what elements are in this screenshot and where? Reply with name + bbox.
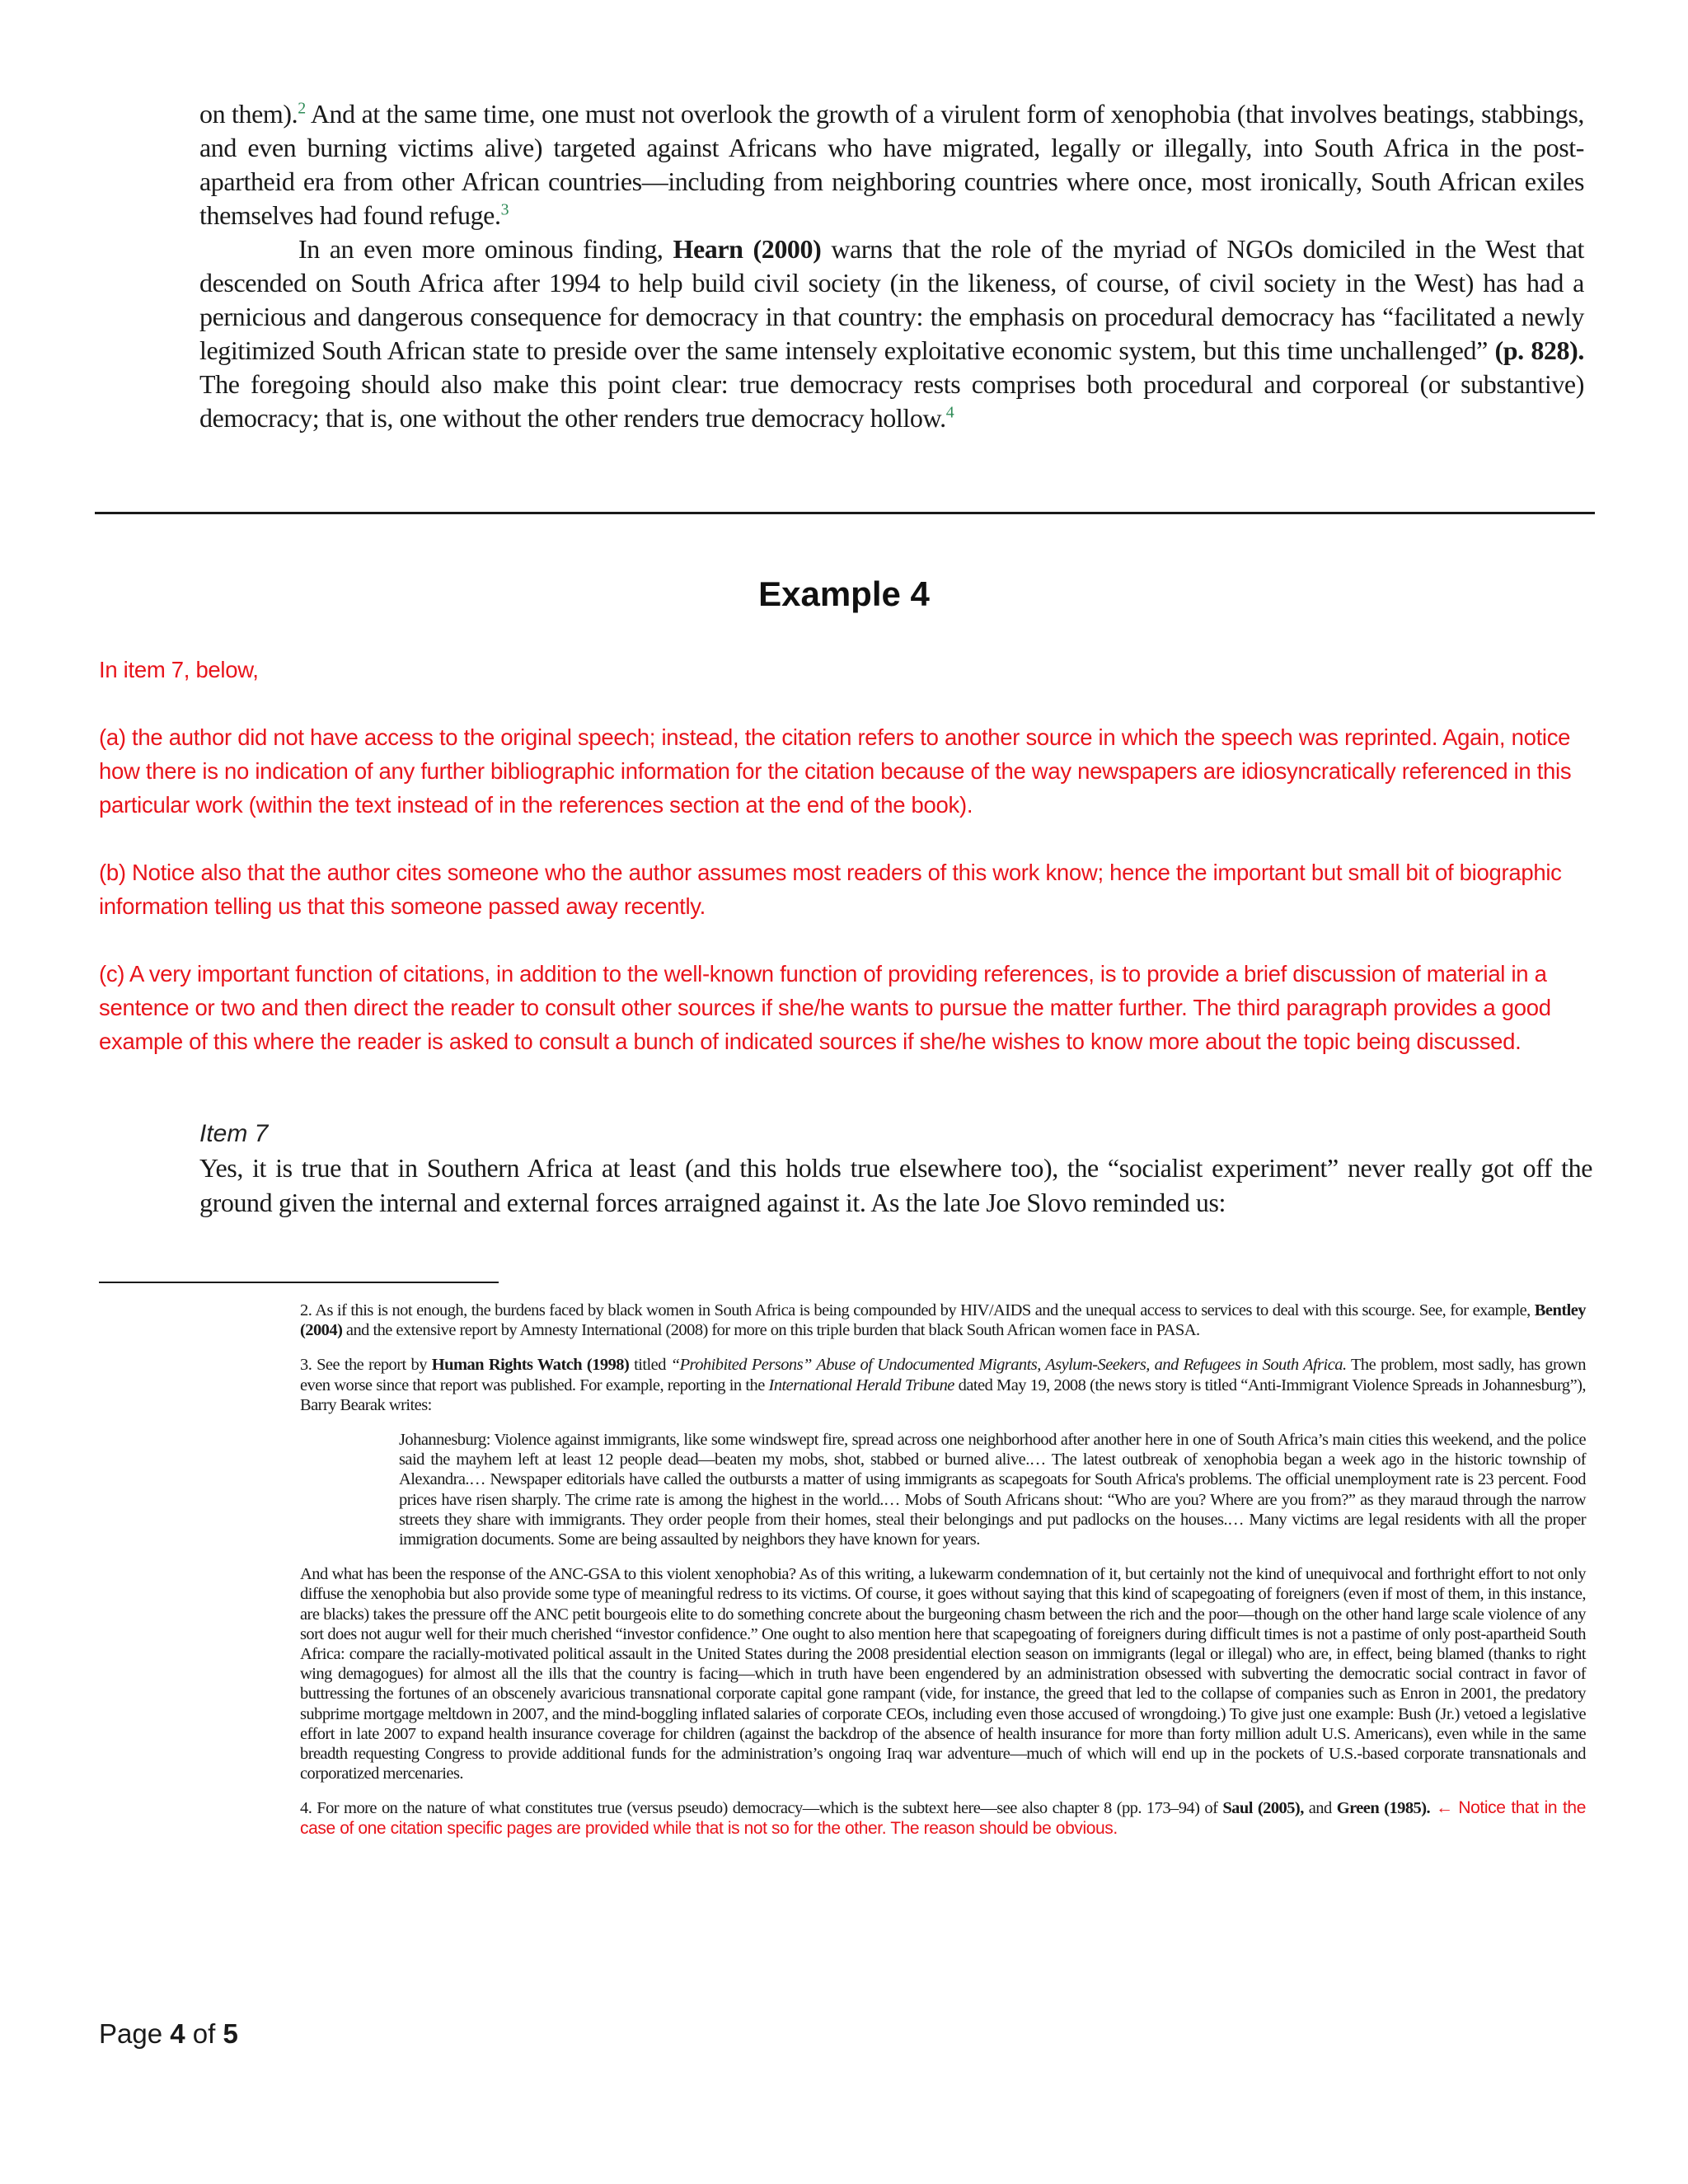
annotation-note: ← Notice that in the case of one citation specific pages are provided while that is not so for the other. The reason should be obvious. — [300, 1798, 1586, 1838]
footnote-separator — [99, 1282, 499, 1283]
instruction-a: (a) the author did not have access to the original speech; instead, the citation refers to another source in which the speech was reprinted. Again, notice how there is no indication of any further bibliographic information for the citation because of the way newspapers are idiosyncratically referenced in this particular work (within the text instead of in the references section at the end of the book). — [99, 724, 1572, 818]
section-divider — [95, 512, 1595, 514]
current-page: 4 — [170, 2018, 185, 2049]
total-pages: 5 — [223, 2018, 238, 2049]
citation-page: (p. 828). — [1494, 335, 1584, 365]
block-quote: Johannesburg: Violence against immigrants, like some windswept fire, spread across one neighborhood after another here in one of South Africa’s main cities this weekend, and the police said the mayhem left at least 12 people dead—beaten my mobs, shot, stabbed or burned alive.… The latest outbreak of xenophobia began a week ago in the historic township of Alexandra.… Newspaper editorials have called the outbursts a matter of using immigrants as scapegoats for South Africa's problems. The official unemployment rate is 23 percent. Food prices have risen sharply. The crime rate is among the highest in the world.… Mobs of South Africans shout: “Who are you? Where are you from?” as they maraud through the narrow streets they share with immigrants. They order people from their homes, steal their belongings and put padlocks on the houses.… Many victims are legal residents with all the proper immigration documents. Some are being assaulted by neighbors they have known for years. — [399, 1431, 1586, 1549]
instructions-block — [99, 653, 1595, 1092]
text-run: titled — [629, 1356, 671, 1375]
text-run: and the extensive report by Amnesty International (2008) for more on this triple burden that black South African women face in PASA. — [342, 1321, 1200, 1340]
item-label: Item 7 — [199, 1120, 269, 1147]
citation-green: Green (1985). — [1336, 1799, 1431, 1818]
citation-bentley: Bentley (2004) — [300, 1301, 1586, 1340]
text-run: The foregoing should also make this point clear: true democracy rests comprises both procedural and corporeal (or substantive) democracy; that is, one without the other renders true democracy hollow. — [199, 369, 1584, 433]
example-heading: Example 4 — [758, 574, 930, 613]
text-run: The problem, most sadly, has grown even worse since that report was published. For example, reporting in the — [300, 1356, 1586, 1394]
newspaper-title: International Herald Tribune — [768, 1376, 954, 1394]
text-run: warns that the role of the myriad of NGOs domiciled in the West that descended on South Africa after 1994 to help build civil society (in the likeness, of course, of civil society in the West) has had a pernicious and dangerous consequence for democracy in that country: the emphasis on procedural democracy has “facilitated a newly legitimized South African state to preside over the same intensely exploitative economic system, but this time unchallenged” — [199, 234, 1584, 365]
report-title: “Prohibited Persons” Abuse of Undocumented Migrants, Asylum-Seekers, and Refugees in South Africa. — [670, 1356, 1347, 1375]
footnote-3-continuation: And what has been the response of the ANC-GSA to this violent xenophobia? As of this writing, a lukewarm condemnation of it, but certainly not the kind of unequivocal and forthright effort to not only diffuse the xenophobia but also provide some type of meaningful redress to its victims. Of course, it goes without saying that this kind of scapegoating of foreigners (even if most of them, in this instance, are blacks) takes the pressure off the ANC petit bourgeois elite to do something concrete about the burgeoning chasm between the rich and the poor—though on the other hand large scale violence of any sort does not augur well for their much cherished “investor confidence.” One ought to also mention here that scapegoating of foreigners during difficult times is not a pastime of only post-apartheid South Africa: compare the racially-motivated political assault in the United States during the 2008 presidential election season on immigrants (legal or illegal) who are, in effect, being blamed (thanks to right wing demagogues) for almost all the ills that the country is facing—which in truth have been engendered by an administration obsessed with subverting the democratic social contract in favor of buttressing the fortunes of an obscenely avaricious transnational corporate capital gone rampant (vide, for instance, the greed that led to the collapse of companies such as Enron in 2001, the predatory subprime mortgage meltdown in 2007, and the mind-boggling inflated salaries of corporate CEOs, including even those accused of wrongdoing.) To give just one example: Bush (Jr.) vetoed a legislative effort in late 2007 to expand health insurance coverage for children (against the backdrop of the absence of health insurance for more than forty million adult U.S. Americans), even while in the same breadth requesting Congress to provide additional funds for the administration’s ongoing Iraq war adventure—much of which will end up in the pockets of U.S.-based corporate transnationals and corporatized mercenaries. — [300, 1565, 1586, 1783]
footnote-3 — [300, 1355, 1586, 1415]
footnote-ref-4[interactable]: 4 — [945, 403, 954, 422]
text-run: 4. For more on the nature of what constitutes true (versus pseudo) democracy—which is the subtext here—see also chapter 8 (pp. 173–94) of — [300, 1799, 1223, 1818]
page-of-label: of — [185, 2018, 223, 2049]
item-block — [199, 1118, 1592, 1220]
body-text-top — [199, 97, 1584, 435]
citation-hrw: Human Rights Watch (1998) — [431, 1356, 630, 1375]
body-paragraph-2 — [199, 232, 1584, 435]
text-run: And at the same time, one must not overlook the growth of a virulent form of xenophobia (that involves beatings, stabbings, and even burning victims alive) targeted against Africans who have migrated, legally or illegally, into South Africa in the post-apartheid era from other African countries—including from neighboring countries where once, most ironically, South African exiles themselves had found refuge. — [199, 99, 1584, 230]
text-run: dated May 19, 2008 (the news story is titled “Anti-Immigrant Violence Spreads in Johannesburg”), Barry Bearak writes: — [300, 1376, 1586, 1414]
text-run: on them). — [199, 99, 298, 129]
footnotes-block — [300, 1301, 1586, 1854]
text-run: 3. See the report by — [300, 1356, 432, 1375]
text-run: 2. As if this is not enough, the burdens faced by black women in South Africa is being compounded by HIV/AIDS and the unequal access to services to deal with this scourge. See, for example, — [300, 1301, 1535, 1319]
item-paragraph: Yes, it is true that in Southern Africa at least (and this holds true elsewhere too), the “socialist experiment” never really got off the ground given the internal and external forces arraigned against it. As the late Joe Slovo reminded us: — [199, 1153, 1592, 1217]
page-number — [99, 2018, 238, 2050]
footnote-ref-2[interactable]: 2 — [298, 99, 306, 118]
text-run: In an even more ominous finding, — [298, 234, 673, 264]
footnote-2 — [300, 1301, 1586, 1340]
footnote-ref-3[interactable]: 3 — [500, 200, 509, 219]
footnote-4 — [300, 1798, 1586, 1838]
citation-saul: Saul (2005), — [1222, 1799, 1304, 1818]
page-label: Page — [99, 2018, 171, 2049]
body-paragraph-1 — [199, 97, 1584, 232]
instruction-b: (b) Notice also that the author cites someone who the author assumes most readers of this work know; hence the important but small bit of biographic information telling us that this someone passed away recently. — [99, 860, 1562, 919]
text-run: and — [1303, 1799, 1337, 1818]
instruction-c: (c) A very important function of citations, in addition to the well-known function of providing references, is to provide a brief discussion of material in a sentence or two and then direct the reader to consult other sources if she/he wants to pursue the matter further. The third paragraph provides a good example of this where the reader is asked to consult a bunch of indicated sources if she/he wishes to know more about the topic being discussed. — [99, 961, 1551, 1054]
citation-hearn: Hearn (2000) — [673, 234, 822, 264]
instruction-intro: In item 7, below, — [99, 657, 259, 682]
